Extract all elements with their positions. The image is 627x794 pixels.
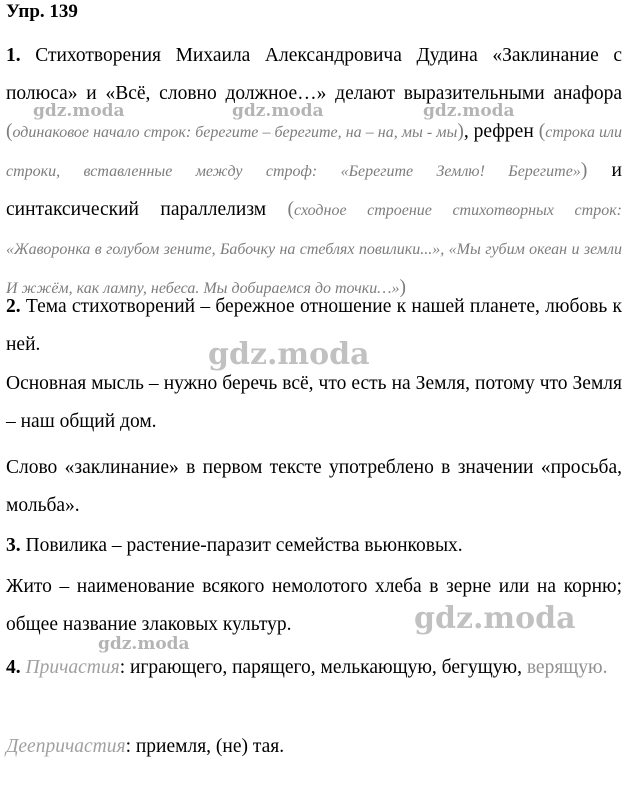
anaphora-note: одинаковое начало строк: берегите – берегите, на – на, мы - мы [12, 124, 458, 141]
parallelism-note: сходное строение стихотворных строк: «Жаворонка в голубом зените, Бабочку на стеблях повилики...», «Мы губим океан и земли И жжём, как лампу, небеса. Мы добираемся до точки…» [6, 202, 623, 297]
answer-4 [6, 649, 622, 687]
answer-2-number: 2. [6, 296, 21, 317]
exercise-title: Упр. 139 [6, 1, 78, 22]
gerunds-list: : приемля, (не) тая. [125, 736, 285, 757]
participles-label: Причастия [25, 657, 120, 678]
gerunds [6, 728, 622, 766]
watermark-logo: gdz.moda [98, 634, 190, 654]
refrain-note: строка или строки, вставленные между строф: «Берегите Землю! Берегите» [6, 124, 623, 180]
zhito-definition: Жито – наименование всякого немолотого хлеба в зерне или на корню; общее название злаковых культур. [6, 576, 622, 635]
word-meaning: Слово «заклинание» в первом тексте употреблено в значении «просьба, мольба». [6, 457, 622, 516]
answer-1-text: Стихотворения Михаила Александровича Дудина «Заклинание с полюса» и «Всё, словно должное…» делают выразительными анафора [6, 45, 622, 104]
answer-1-number: 1. [6, 45, 21, 66]
gerunds-label: Деепричастия [6, 736, 126, 757]
answer-3-number: 3. [6, 535, 21, 556]
participles-last: верящую. [526, 657, 608, 678]
answer-2-text: Тема стихотворений – бережное отношение к нашей планете, любовь к ней. [6, 296, 622, 355]
watermark-logo: gdz.moda [33, 101, 125, 121]
answer-3-text: Повилика – растение-паразит семейства вьюнковых. [20, 535, 463, 556]
paren-close: ) [457, 121, 464, 142]
participles-list: : играющего, парящего, мелькающую, бегущую, [119, 657, 527, 678]
watermark-logo: gdz.moda [232, 101, 324, 121]
paren-open: ( [6, 121, 13, 142]
answer-1-text-3: и синтаксический параллелизм [6, 160, 622, 220]
answer-3 [6, 527, 622, 565]
main-idea: Основная мысль – нужно беречь всё, что есть на Земля, потому что Земля – наш общий дом. [6, 373, 622, 432]
paren-open: ( [287, 199, 295, 220]
answer-1-text-2: , рефрен [463, 121, 539, 142]
paren-open: ( [538, 121, 546, 142]
answer-4-number: 4. [6, 657, 21, 678]
watermark-logo: gdz.moda [423, 101, 515, 121]
paren-close: ) [580, 160, 588, 181]
watermark-logo: gdz.moda [208, 337, 370, 372]
watermark-logo: gdz.moda [414, 601, 576, 636]
answer-1 [6, 37, 622, 308]
paren-close: ) [399, 277, 406, 298]
